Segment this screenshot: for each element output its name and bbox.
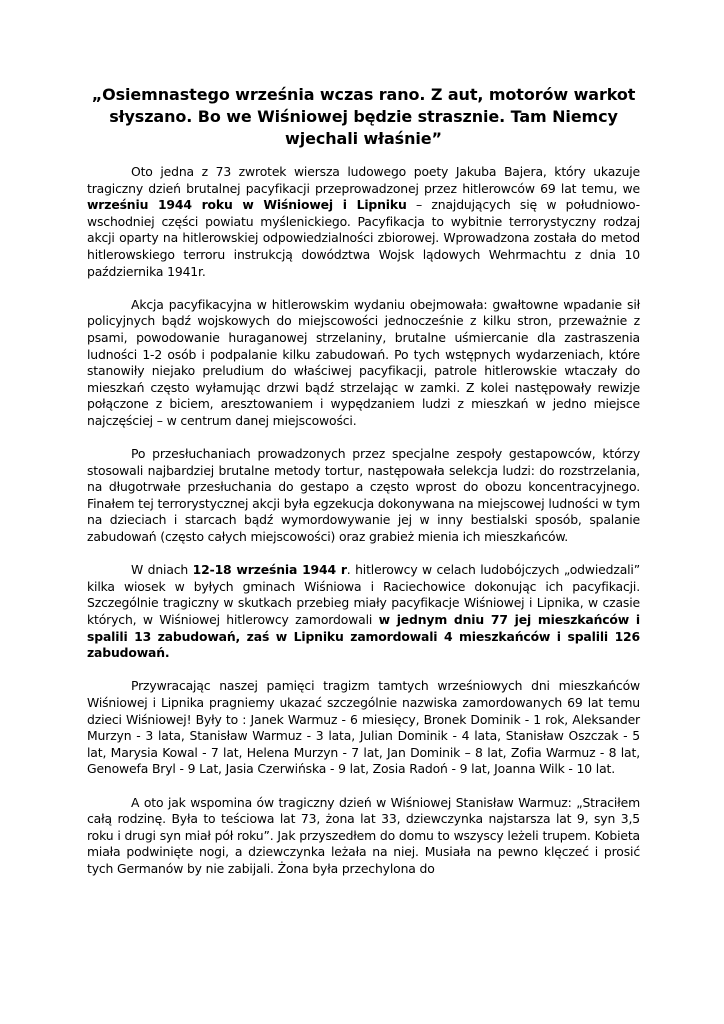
paragraph-intro-text-1: Oto jedna z 73 zwrotek wiersza ludowego poety Jakuba Bajera, który ukazuje tragiczny dzień brutalnej pacyfikacji przeprowadzonej przez hitlerowców 69 lat temu, we (87, 164, 640, 196)
paragraph-intro-bold-1: wrześniu 1944 roku w Wiśniowej i Lipniku (87, 197, 407, 213)
paragraph-september-text-2: . hitlerowcy w celach ludobójczych „odwiedzali” kilka wiosek w byłych gminach Wiśniowa i Raciechowice dokonując ich pacyfikacji. Szczególnie tragiczny w skutkach przebieg miały pacyfikacje Wiśniowej i Lipnika, w czasie których, w Wiśniowej hitlerowcy zamordowali (87, 562, 640, 628)
paragraph-intro-text-2: – znajdujących się w południowo-wschodniej części powiatu myślenickiego. Pacyfikacja to wybitnie terrorystyczny rodzaj akcji oparty na hitlerowskiej odpowiedzialności zbiorowej. Wprowadzona została do metod hitlerowskiego terroru instrukcją dowództwa Wojsk lądowych Wehrmachtu z dnia 10 października 1941r. (87, 197, 641, 279)
document-title: „Osiemnastego września wczas rano. Z aut, motorów warkot słyszano. Bo we Wiśniowej będzie strasznie. Tam Niemcy wjechali właśnie” (91, 85, 636, 148)
document-page (87, 84, 640, 894)
paragraph-september-text-1: W dniach (131, 562, 193, 578)
paragraph-interrogations: Po przesłuchaniach prowadzonych przez specjalne zespoły gestapowców, którzy stosowali najbardziej brutalne metody tortur, następowała selekcja ludzi: do rozstrzelania, na długotrwałe przesłuchania do gestapo a często wprost do obozu koncentracyjnego. Finałem tej terrorystycznej akcji była egzekucja dokonywana na miejscowej ludności w tym na dzieciach i starcach bądź wymordowywanie jej w inny bestialski sposób, spalanie zabudowań (często całych miejscowości) oraz grabież mienia ich mieszkańców. (87, 446, 640, 545)
paragraph-september-days (87, 562, 640, 662)
paragraph-intro (87, 164, 640, 280)
paragraph-pacification-action: Akcja pacyfikacyjna w hitlerowskim wydaniu obejmowała: gwałtowne wpadanie sił policyjnych bądź wojskowych do miejscowości jednocześnie z kilku stron, przeważnie z psami, powodowanie huraganowej strzelaniny, brutalne uśmiercanie dla zastraszenia ludności 1-2 osób i podpalanie kilku zabudowań. Po tych wstępnych wydarzeniach, które stanowiły niejako preludium do właściwej pacyfikacji, patrole hitlerowskie wtaczały do mieszkań często wyłamując drzwi bądź strzelając w zamki. Z kolei następowały rewizje połączone z biciem, aresztowaniem i wypędzaniem ludzi z mieszkań w jedno miejsce najczęściej – w centrum danej miejscowości. (87, 296, 640, 428)
paragraph-september-bold-1: 12-18 września 1944 r (192, 562, 347, 578)
paragraph-children-names: Przywracając naszej pamięci tragizm tamtych wrześniowych dni mieszkańców Wiśniowej i Lipnika pragniemy ukazać szczególnie nazwiska zamordowanych 69 lat temu dzieci Wiśniowej! Były to : Janek Warmuz - 6 miesięcy, Bronek Dominik - 1 rok, Aleksander Murzyn - 3 lata, Stanisław Warmuz - 3 lata, Julian Dominik - 4 lata, Stanisław Oszczak - 5 lat, Marysia Kowal - 7 lat, Helena Murzyn - 7 lat, Jan Dominik – 8 lat, Zofia Warmuz - 8 lat, Genowefa Bryl - 9 Lat, Jasia Czerwińska - 9 lat, Zosia Radoń - 9 lat, Joanna Wilk - 10 lat. (87, 678, 640, 777)
paragraph-testimony: A oto jak wspomina ów tragiczny dzień w Wiśniowej Stanisław Warmuz: „Straciłem całą rodzinę. Była to teściowa lat 73, żona lat 33, dziewczynka najstarsza lat 9, syn 3,5 roku i drugi syn miał pół roku”. Jak przyszedłem do domu to wszyscy leżeli trupem. Kobieta miała podwinięte nogi, a dziewczynka leżała na niej. Musiała na pewno klęczeć i prosić tych Germanów by nie zabijali. Żona była przechylona do (87, 794, 640, 876)
paragraph-september-bold-2: w jednym dniu 77 jej mieszkańców i spalili 13 zabudowań, zaś w Lipniku zamordowali 4 mieszkańców i spalili 126 zabudowań. (87, 612, 640, 661)
